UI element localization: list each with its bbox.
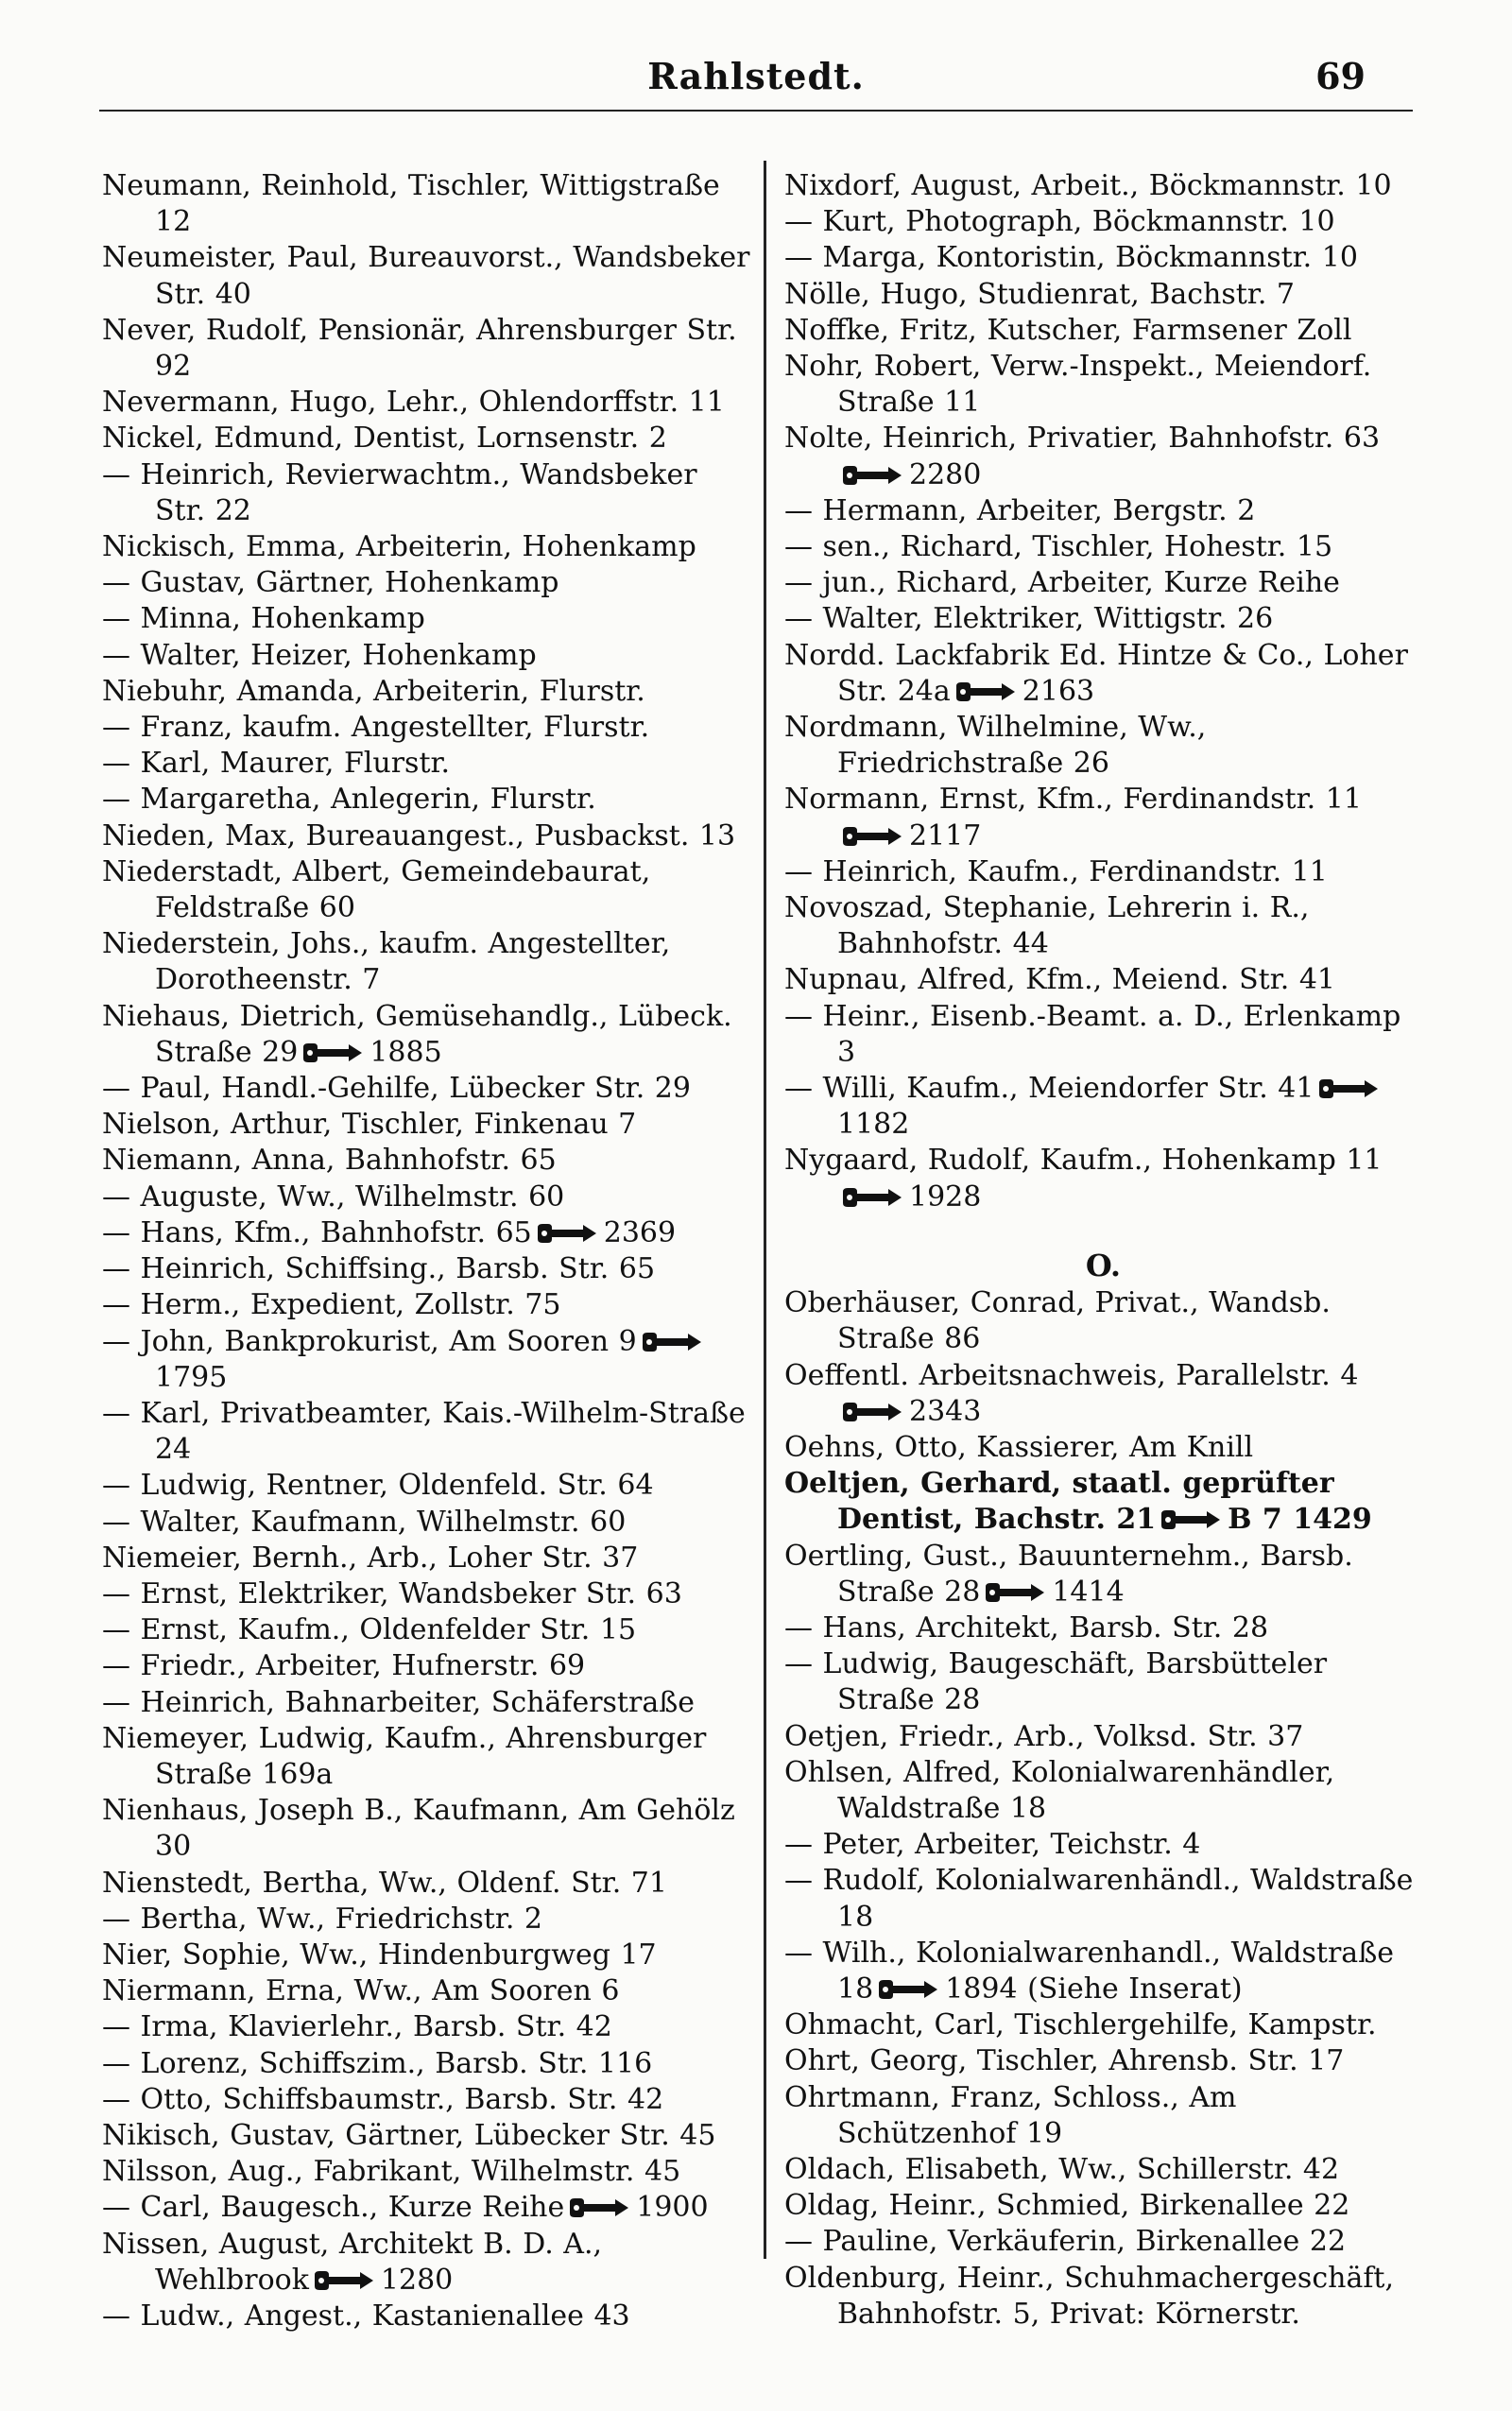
directory-entry bbox=[102, 1973, 754, 2009]
entry-text: — Otto, Schiffsbaumstr., Barsb. Str. 42 bbox=[102, 2082, 664, 2116]
entry-note: (Siehe Inserat) bbox=[1027, 1972, 1243, 2006]
directory-entry bbox=[784, 1863, 1422, 1935]
entry-text: — Hermann, Arbeiter, Bergstr. 2 bbox=[784, 493, 1256, 527]
entry-text: Nikisch, Gustav, Gärtner, Lübecker Str. 45 bbox=[102, 2118, 716, 2152]
page-number: 69 bbox=[1315, 55, 1366, 97]
directory-entry bbox=[784, 1755, 1422, 1827]
entry-text: Oeffentl. Arbeitsnachweis, Parallelstr. 4 bbox=[784, 1358, 1359, 1392]
directory-entry bbox=[102, 2009, 754, 2045]
entry-text: — Margaretha, Anlegerin, Flurstr. bbox=[102, 783, 596, 817]
directory-entry bbox=[784, 2080, 1422, 2152]
directory-entry bbox=[102, 710, 754, 746]
directory-entry bbox=[102, 1215, 754, 1251]
entry-text: — Karl, Maurer, Flurstr. bbox=[102, 747, 451, 781]
directory-entry bbox=[784, 1719, 1422, 1755]
directory-entry bbox=[102, 2299, 754, 2334]
phone-number: 1894 bbox=[945, 1972, 1018, 2006]
directory-entry bbox=[784, 1936, 1422, 2007]
entry-text: Niederstein, Johs., kaufm. Angestellter, Dorotheenstr. 7 bbox=[102, 927, 671, 997]
directory-entry bbox=[102, 313, 754, 385]
entry-text: Oeltjen, Gerhard, staatl. geprüfter Dentist, Bachstr. 21 bbox=[784, 1467, 1334, 1537]
entry-text: — Minna, Hohenkamp bbox=[102, 602, 425, 636]
directory-entry bbox=[102, 1396, 754, 1468]
entry-text: — Peter, Arbeiter, Teichstr. 4 bbox=[784, 1828, 1201, 1862]
entry-text: — jun., Richard, Arbeiter, Kurze Reihe bbox=[784, 566, 1340, 600]
phone-number: B 7 1429 bbox=[1228, 1503, 1372, 1537]
entry-text: — Walter, Heizer, Hohenkamp bbox=[102, 638, 537, 672]
telephone-icon bbox=[841, 1185, 903, 1210]
entry-text: — Ernst, Kaufm., Oldenfelder Str. 15 bbox=[102, 1613, 637, 1647]
header-rule bbox=[99, 110, 1413, 112]
directory-entry bbox=[102, 1143, 754, 1179]
telephone-icon bbox=[301, 1041, 364, 1065]
entry-text: Niehaus, Dietrich, Gemüsehandlg., Lübeck. Straße 29 bbox=[102, 999, 732, 1069]
directory-entry bbox=[102, 240, 754, 312]
entry-text: — Ludw., Angest., Kastanienallee 43 bbox=[102, 2299, 630, 2333]
entry-text: Nohr, Robert, Verw.-Inspekt., Meiendorf. Straße 11 bbox=[784, 350, 1372, 420]
entry-text: — Ernst, Elektriker, Wandsbeker Str. 63 bbox=[102, 1576, 682, 1610]
telephone-icon bbox=[568, 2196, 630, 2220]
directory-entry bbox=[102, 1251, 754, 1287]
directory-entry bbox=[784, 168, 1422, 204]
directory-entry bbox=[784, 1285, 1422, 1357]
running-title: Rahlstedt. bbox=[647, 55, 865, 97]
directory-entry bbox=[102, 1468, 754, 1504]
directory-entry bbox=[102, 926, 754, 998]
entry-text: Nupnau, Alfred, Kfm., Meiend. Str. 41 bbox=[784, 963, 1335, 997]
entry-text: Niemeier, Bernh., Arb., Loher Str. 37 bbox=[102, 1541, 639, 1575]
directory-entry bbox=[784, 1827, 1422, 1863]
entry-text: Nilsson, Aug., Fabrikant, Wilhelmstr. 45 bbox=[102, 2155, 681, 2189]
directory-entry bbox=[784, 1610, 1422, 1646]
directory-entry bbox=[784, 313, 1422, 349]
entry-text: Oldag, Heinr., Schmied, Birkenallee 22 bbox=[784, 2189, 1350, 2223]
directory-entry bbox=[102, 385, 754, 421]
phone-number: 1414 bbox=[1052, 1575, 1125, 1609]
directory-entry bbox=[102, 1937, 754, 1973]
phone-number: 2117 bbox=[909, 818, 982, 852]
entry-text: Oldach, Elisabeth, Ww., Schillerstr. 42 bbox=[784, 2152, 1340, 2186]
directory-entry bbox=[102, 457, 754, 529]
entry-text: Nölle, Hugo, Studienrat, Bachstr. 7 bbox=[784, 277, 1296, 311]
entry-text: Nienhaus, Joseph B., Kaufmann, Am Gehölz 30 bbox=[102, 1794, 735, 1864]
directory-entry bbox=[784, 2043, 1422, 2079]
directory-entry bbox=[784, 2261, 1422, 2333]
entry-text: — Ludwig, Baugeschäft, Barsbütteler Straße 28 bbox=[784, 1647, 1328, 1717]
entry-text: — Paul, Handl.-Gehilfe, Lübecker Str. 29 bbox=[102, 1072, 691, 1106]
entry-text: — Willi, Kaufm., Meiendorfer Str. 41 bbox=[784, 1072, 1314, 1106]
entry-text: — Hans, Architekt, Barsb. Str. 28 bbox=[784, 1610, 1269, 1645]
entry-text: Neumann, Reinhold, Tischler, Wittigstraße 12 bbox=[102, 169, 720, 239]
column-divider bbox=[764, 161, 766, 2259]
directory-entry bbox=[102, 1648, 754, 1684]
directory-entry bbox=[102, 2082, 754, 2118]
directory-entry bbox=[102, 1793, 754, 1865]
directory-entry bbox=[784, 2152, 1422, 2188]
directory-entry bbox=[784, 2007, 1422, 2043]
directory-entry bbox=[102, 2227, 754, 2299]
entry-text: — Friedr., Arbeiter, Hufnerstr. 69 bbox=[102, 1649, 586, 1683]
entry-text: Nienstedt, Bertha, Ww., Oldenf. Str. 71 bbox=[102, 1866, 667, 1900]
entry-text: Nieden, Max, Bureauangest., Pusbackst. 13 bbox=[102, 818, 736, 852]
phone-number: 1928 bbox=[909, 1180, 982, 1214]
entry-text: — Wilh., Kolonialwarenhandl., Waldstraße 18 bbox=[784, 1936, 1394, 2006]
directory-entry bbox=[102, 999, 754, 1071]
directory-entry bbox=[102, 1505, 754, 1541]
directory-entry bbox=[784, 1430, 1422, 1466]
entry-text: Nier, Sophie, Ww., Hindenburgweg 17 bbox=[102, 1937, 657, 1972]
directory-entry bbox=[102, 1287, 754, 1323]
directory-entry bbox=[102, 1576, 754, 1612]
entry-text: Oetjen, Friedr., Arb., Volksd. Str. 37 bbox=[784, 1719, 1304, 1753]
directory-entry bbox=[102, 782, 754, 818]
entry-text: — Marga, Kontoristin, Böckmannstr. 10 bbox=[784, 241, 1358, 275]
entry-text: Oberhäuser, Conrad, Privat., Wandsb. Straße 86 bbox=[784, 1286, 1331, 1356]
directory-entry bbox=[102, 1902, 754, 1937]
entry-text: Oehns, Otto, Kassierer, Am Knill bbox=[784, 1430, 1254, 1464]
entry-text: — John, Bankprokurist, Am Sooren 9 bbox=[102, 1324, 637, 1358]
directory-entry bbox=[102, 1107, 754, 1143]
entry-text: Niebuhr, Amanda, Arbeiterin, Flurstr. bbox=[102, 674, 645, 708]
directory-entry bbox=[784, 999, 1422, 1071]
directory-entry bbox=[102, 1866, 754, 1902]
entry-text: Niermann, Erna, Ww., Am Sooren 6 bbox=[102, 1974, 620, 2008]
entry-text: Nixdorf, August, Arbeit., Böckmannstr. 10 bbox=[784, 169, 1392, 202]
phone-number: 2369 bbox=[603, 1215, 677, 1249]
entry-text: — Kurt, Photograph, Böckmannstr. 10 bbox=[784, 205, 1335, 239]
directory-entry bbox=[102, 818, 754, 854]
entry-text: Nielson, Arthur, Tischler, Finkenau 7 bbox=[102, 1108, 637, 1142]
directory-entry bbox=[784, 1539, 1422, 1610]
entry-text: — Pauline, Verkäuferin, Birkenallee 22 bbox=[784, 2225, 1347, 2259]
entry-text: — Gustav, Gärtner, Hohenkamp bbox=[102, 566, 559, 600]
directory-entry bbox=[784, 565, 1422, 601]
directory-entry bbox=[102, 565, 754, 601]
left-column bbox=[102, 168, 754, 2334]
directory-entry bbox=[102, 601, 754, 637]
directory-entry bbox=[102, 2190, 754, 2226]
phone-number: 1885 bbox=[369, 1035, 442, 1069]
entry-text: Ohlsen, Alfred, Kolonialwarenhändler, Waldstraße 18 bbox=[784, 1755, 1335, 1825]
entry-text: Never, Rudolf, Pensionär, Ahrensburger Str. 92 bbox=[102, 313, 737, 384]
entry-text: Nevermann, Hugo, Lehr., Ohlendorffstr. 11 bbox=[102, 386, 725, 420]
directory-entry bbox=[102, 674, 754, 710]
directory-entry bbox=[102, 638, 754, 674]
entry-text: Nissen, August, Architekt B. D. A., Wehlbrook bbox=[102, 2227, 603, 2297]
entry-text: — Heinrich, Revierwachtm., Wandsbeker Str. 22 bbox=[102, 457, 697, 527]
entry-text: — Karl, Privatbeamter, Kais.-Wilhelm-Straße 24 bbox=[102, 1396, 746, 1467]
directory-entry bbox=[784, 1143, 1422, 1214]
directory-entry bbox=[784, 1071, 1422, 1143]
telephone-icon bbox=[841, 463, 903, 488]
entry-text: — Heinrich, Schiffsing., Barsb. Str. 65 bbox=[102, 1252, 656, 1286]
entry-text: — Carl, Baugesch., Kurze Reihe bbox=[102, 2191, 565, 2225]
entry-text: Nolte, Heinrich, Privatier, Bahnhofstr. 63 bbox=[784, 422, 1381, 456]
entry-text: Nordmann, Wilhelmine, Ww., Friedrichstraße 26 bbox=[784, 711, 1207, 781]
phone-number: 2163 bbox=[1022, 674, 1095, 708]
directory-entry bbox=[102, 529, 754, 565]
entry-text: — Heinrich, Kaufm., Ferdinandstr. 11 bbox=[784, 854, 1328, 888]
entry-text: — Rudolf, Kolonialwarenhändl., Waldstraße 18 bbox=[784, 1864, 1414, 1934]
directory-entry bbox=[102, 1612, 754, 1648]
phone-number: 2280 bbox=[909, 457, 982, 491]
entry-text: Niemann, Anna, Bahnhofstr. 65 bbox=[102, 1144, 557, 1178]
directory-entry bbox=[784, 529, 1422, 565]
entry-text: Ohrtmann, Franz, Schloss., Am Schützenhof 19 bbox=[784, 2080, 1237, 2150]
entry-text: Noffke, Fritz, Kutscher, Farmsener Zoll bbox=[784, 313, 1352, 347]
entry-text: Neumeister, Paul, Bureauvorst., Wandsbeker Str. 40 bbox=[102, 241, 750, 311]
phone-number: 1182 bbox=[837, 1108, 910, 1142]
entry-text: Normann, Ernst, Kfm., Ferdinandstr. 11 bbox=[784, 783, 1362, 817]
entry-text: Ohmacht, Carl, Tischlergehilfe, Kampstr. bbox=[784, 2008, 1377, 2042]
entry-text: Nickisch, Emma, Arbeiterin, Hohenkamp bbox=[102, 530, 696, 564]
entry-text: — Heinrich, Bahnarbeiter, Schäferstraße bbox=[102, 1685, 696, 1719]
directory-entry bbox=[102, 2118, 754, 2154]
letter-heading: O. bbox=[1085, 1247, 1122, 1283]
telephone-icon bbox=[641, 1330, 703, 1354]
phone-number: 1280 bbox=[380, 2263, 454, 2297]
directory-entry bbox=[784, 493, 1422, 529]
telephone-icon bbox=[877, 1977, 939, 2002]
directory-entry bbox=[784, 277, 1422, 313]
directory-entry bbox=[102, 421, 754, 456]
entry-text: — Irma, Klavierlehr., Barsb. Str. 42 bbox=[102, 2010, 612, 2044]
directory-entry bbox=[102, 168, 754, 240]
directory-entry bbox=[102, 1721, 754, 1793]
page-header bbox=[99, 55, 1413, 112]
entry-text: Novoszad, Stephanie, Lehrerin i. R., Bahnhofstr. 44 bbox=[784, 891, 1310, 961]
entry-text: Nordd. Lackfabrik Ed. Hintze & Co., Loher Str. 24a bbox=[784, 638, 1408, 708]
directory-entry bbox=[102, 1180, 754, 1215]
directory-entry bbox=[784, 638, 1422, 710]
directory-entry bbox=[102, 2046, 754, 2082]
directory-entry bbox=[784, 349, 1422, 421]
directory-entry bbox=[784, 782, 1422, 853]
entry-text: — Lorenz, Schiffszim., Barsb. Str. 116 bbox=[102, 2046, 653, 2080]
right-column bbox=[784, 168, 1422, 2333]
directory-entry bbox=[102, 1324, 754, 1396]
entry-text: — Walter, Elektriker, Wittigstr. 26 bbox=[784, 602, 1274, 636]
phone-number: 1795 bbox=[155, 1360, 228, 1394]
telephone-icon bbox=[1160, 1507, 1222, 1532]
phone-number: 1900 bbox=[636, 2191, 709, 2225]
directory-entry bbox=[102, 1071, 754, 1107]
entry-text: Oertling, Gust., Bauunternehm., Barsb. Straße 28 bbox=[784, 1539, 1353, 1609]
entry-text: Nygaard, Rudolf, Kaufm., Hohenkamp 11 bbox=[784, 1144, 1383, 1178]
telephone-icon bbox=[984, 1580, 1046, 1605]
entry-text: — sen., Richard, Tischler, Hohestr. 15 bbox=[784, 530, 1333, 564]
directory-entry bbox=[102, 854, 754, 926]
entry-text: — Auguste, Ww., Wilhelmstr. 60 bbox=[102, 1180, 565, 1214]
directory-entry bbox=[784, 854, 1422, 890]
directory-entry bbox=[102, 2154, 754, 2190]
telephone-icon bbox=[1317, 1076, 1380, 1101]
entry-text: — Walter, Kaufmann, Wilhelmstr. 60 bbox=[102, 1505, 627, 1539]
directory-entry bbox=[784, 962, 1422, 998]
telephone-icon bbox=[536, 1221, 598, 1246]
entry-text: — Herm., Expedient, Zollstr. 75 bbox=[102, 1288, 561, 1322]
directory-entry bbox=[102, 1685, 754, 1721]
directory-entry bbox=[784, 1646, 1422, 1718]
phone-number: 2343 bbox=[909, 1394, 982, 1428]
directory-entry bbox=[784, 204, 1422, 240]
entry-text: — Hans, Kfm., Bahnhofstr. 65 bbox=[102, 1215, 532, 1249]
entry-text: Niemeyer, Ludwig, Kaufm., Ahrensburger Straße 169a bbox=[102, 1721, 707, 1791]
entry-text: Ohrt, Georg, Tischler, Ahrensb. Str. 17 bbox=[784, 2044, 1345, 2078]
directory-entry bbox=[784, 421, 1422, 492]
telephone-icon bbox=[313, 2268, 375, 2293]
directory-entry bbox=[784, 1358, 1422, 1430]
telephone-icon bbox=[841, 1400, 903, 1424]
directory-entry bbox=[784, 2224, 1422, 2260]
directory-entry bbox=[784, 710, 1422, 782]
entry-text: Niederstadt, Albert, Gemeindebaurat, Feldstraße 60 bbox=[102, 854, 651, 925]
directory-entry bbox=[784, 1466, 1422, 1538]
telephone-icon bbox=[954, 680, 1017, 704]
directory-entry bbox=[102, 746, 754, 782]
directory-entry bbox=[784, 601, 1422, 637]
telephone-icon bbox=[841, 824, 903, 849]
directory-entry bbox=[784, 2188, 1422, 2224]
entry-text: — Franz, kaufm. Angestellter, Flurstr. bbox=[102, 711, 650, 745]
directory-entry bbox=[784, 890, 1422, 962]
entry-text: Oldenburg, Heinr., Schuhmachergeschäft, Bahnhofstr. 5, Privat: Körnerstr. bbox=[784, 2261, 1395, 2331]
entry-text: Nickel, Edmund, Dentist, Lornsenstr. 2 bbox=[102, 422, 667, 456]
entry-text: — Heinr., Eisenb.-Beamt. a. D., Erlenkamp 3 bbox=[784, 999, 1401, 1069]
entry-text: — Bertha, Ww., Friedrichstr. 2 bbox=[102, 1902, 542, 1936]
entry-text: — Ludwig, Rentner, Oldenfeld. Str. 64 bbox=[102, 1469, 654, 1503]
directory-entry bbox=[784, 240, 1422, 276]
directory-entry bbox=[102, 1541, 754, 1576]
